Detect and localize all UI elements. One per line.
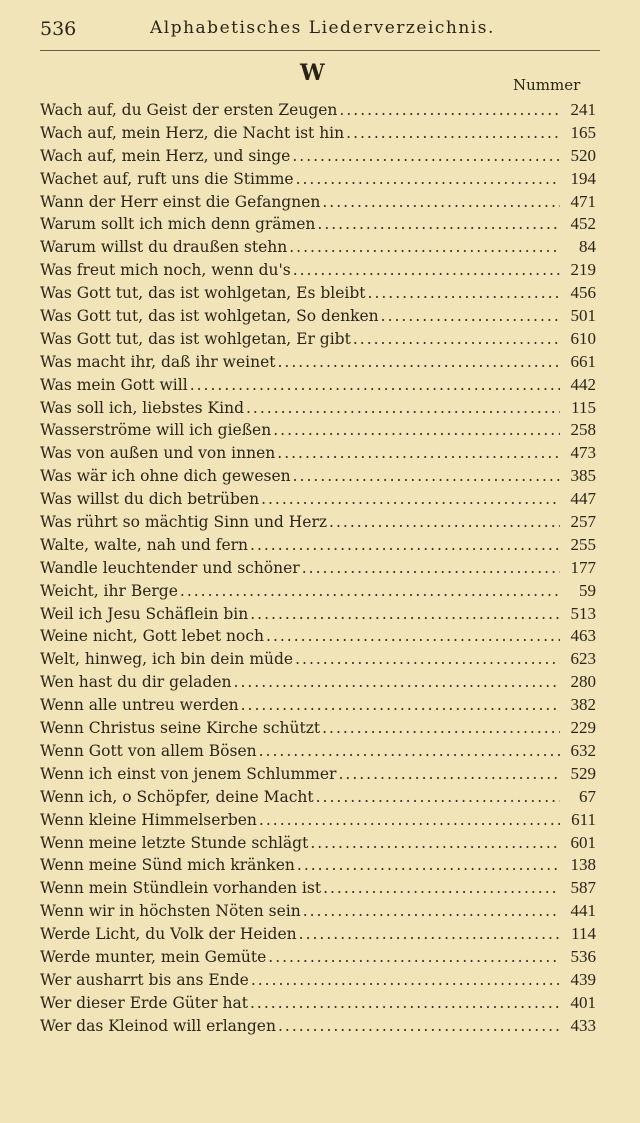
- index-entry: [40, 649, 596, 672]
- hymn-number: 661: [570, 351, 596, 371]
- leader-dots: [293, 467, 560, 485]
- hymn-number: 219: [570, 260, 596, 280]
- hymn-title: Was Gott tut, das ist wohlgetan, Es bleibt: [40, 284, 366, 303]
- hymn-title: Was rührt so mächtig Sinn und Herz: [40, 513, 328, 532]
- hymn-number: 241: [570, 100, 596, 119]
- hymn-number: 441: [570, 901, 596, 921]
- hymn-number: 473: [570, 443, 596, 463]
- index-entry: [40, 306, 596, 329]
- hymn-number: 67: [579, 786, 596, 806]
- leader-dots: [316, 788, 560, 806]
- hymn-number: 611: [571, 809, 596, 829]
- hymn-title: Was wär ich ohne dich gewesen: [40, 467, 291, 486]
- index-entry: [40, 512, 596, 535]
- index-entry: [40, 329, 596, 352]
- hymn-number: 280: [570, 672, 596, 692]
- hymn-number: 632: [570, 740, 596, 760]
- hymn-title: Wann der Herr einst die Gefangnen: [40, 192, 321, 211]
- leader-dots: [339, 101, 560, 119]
- hymn-title: Wer ausharrt bis ans Ende: [40, 970, 249, 989]
- hymn-title: Werde munter, mein Gemüte: [40, 947, 267, 966]
- index-entry: [40, 489, 596, 512]
- hymn-title: Wen hast du dir geladen: [40, 673, 232, 692]
- hymn-title: Warum willst du draußen stehn: [40, 238, 288, 257]
- index-entry: [40, 192, 596, 215]
- hymn-title: Walte, walte, nah und fern: [40, 535, 249, 554]
- leader-dots: [268, 948, 560, 966]
- hymn-number: 623: [570, 649, 596, 669]
- leader-dots: [338, 765, 560, 783]
- hymn-number: 194: [570, 168, 596, 188]
- leader-dots: [381, 307, 560, 325]
- leader-dots: [353, 330, 560, 348]
- index-entry: [40, 901, 596, 924]
- hymn-number: 84: [579, 237, 596, 257]
- leader-dots: [322, 719, 560, 737]
- hymn-title: Weil ich Jesu Schäflein bin: [40, 604, 249, 623]
- index-entry: [40, 695, 596, 718]
- index-entry: [40, 375, 596, 398]
- hymn-index-list: [40, 100, 596, 1039]
- hymn-number: 536: [570, 946, 596, 966]
- index-entry: [40, 100, 596, 123]
- index-entry: [40, 970, 596, 993]
- leader-dots: [251, 971, 560, 989]
- index-entry: [40, 169, 596, 192]
- leader-dots: [277, 444, 560, 462]
- index-entry: [40, 764, 596, 787]
- hymn-title: Wenn kleine Himmelserben: [40, 810, 257, 829]
- hymn-number: 229: [570, 718, 596, 738]
- index-entry: [40, 947, 596, 970]
- hymn-title: Welt, hinweg, ich bin dein müde: [40, 650, 294, 669]
- index-entry: [40, 672, 596, 695]
- leader-dots: [190, 376, 560, 394]
- hymn-title: Wenn Gott von allem Bösen: [40, 741, 257, 760]
- leader-dots: [303, 902, 560, 920]
- number-column-header: Nummer: [513, 76, 581, 94]
- hymn-number: 382: [570, 695, 596, 715]
- leader-dots: [322, 193, 560, 211]
- leader-dots: [250, 536, 560, 554]
- index-entry: [40, 787, 596, 810]
- hymn-title: Weicht, ihr Berge: [40, 581, 178, 600]
- hymn-number: 439: [570, 969, 596, 989]
- index-entry: [40, 581, 596, 604]
- hymn-title: Was freut mich noch, wenn du's: [40, 261, 291, 280]
- leader-dots: [266, 627, 560, 645]
- index-entry: [40, 993, 596, 1016]
- hymn-number: 165: [570, 122, 596, 142]
- hymn-title: Wenn meine Sünd mich kränken: [40, 856, 295, 875]
- hymn-number: 138: [570, 855, 596, 875]
- hymn-title: Weine nicht, Gott lebet noch: [40, 627, 265, 646]
- index-entry: [40, 855, 596, 878]
- leader-dots: [234, 673, 560, 691]
- index-entry: [40, 718, 596, 741]
- hymn-number: 529: [570, 763, 596, 783]
- leader-dots: [293, 261, 560, 279]
- index-entry: [40, 924, 596, 947]
- index-entry: [40, 214, 596, 237]
- page-header: [40, 16, 600, 44]
- leader-dots: [302, 559, 560, 577]
- hymn-number: 601: [570, 832, 596, 852]
- hymn-title: Wach auf, mein Herz, die Nacht ist hin: [40, 123, 345, 142]
- hymn-number: 456: [570, 283, 596, 303]
- index-entry: [40, 878, 596, 901]
- header-rule: [40, 50, 600, 51]
- index-entry: [40, 260, 596, 283]
- leader-dots: [295, 650, 560, 668]
- hymn-title: Wach auf, mein Herz, und singe: [40, 146, 291, 165]
- leader-dots: [296, 170, 560, 188]
- leader-dots: [241, 696, 560, 714]
- leader-dots: [323, 879, 560, 897]
- hymn-number: 452: [570, 214, 596, 234]
- index-entry: [40, 237, 596, 260]
- hymn-number: 177: [570, 557, 596, 577]
- index-entry: [40, 443, 596, 466]
- hymn-title: Wenn ich einst von jenem Schlummer: [40, 764, 337, 783]
- hymn-title: Was soll ich, liebstes Kind: [40, 398, 244, 417]
- hymn-number: 513: [570, 603, 596, 623]
- hymn-title: Wandle leuchtender und schöner: [40, 558, 300, 577]
- leader-dots: [246, 399, 560, 417]
- hymn-number: 433: [570, 1015, 596, 1035]
- hymn-number: 610: [570, 328, 596, 348]
- leader-dots: [292, 147, 560, 165]
- hymn-title: Wenn alle untreu werden: [40, 696, 239, 715]
- hymn-title: Wenn ich, o Schöpfer, deine Macht: [40, 787, 314, 806]
- leader-dots: [368, 284, 560, 302]
- hymn-title: Was von außen und von innen: [40, 444, 276, 463]
- index-entry: [40, 741, 596, 764]
- leader-dots: [317, 215, 560, 233]
- hymn-number: 59: [579, 580, 596, 600]
- leader-dots: [250, 994, 560, 1012]
- index-entry: [40, 398, 596, 421]
- hymn-number: 471: [570, 191, 596, 211]
- hymn-title: Wenn meine letzte Stunde schlägt: [40, 833, 309, 852]
- index-entry: [40, 810, 596, 833]
- hymn-title: Wer dieser Erde Güter hat: [40, 993, 248, 1012]
- hymn-number: 115: [571, 397, 596, 417]
- section-letter: W: [300, 60, 325, 86]
- hymn-number: 114: [571, 924, 596, 944]
- leader-dots: [273, 421, 560, 439]
- leader-dots: [278, 1017, 560, 1035]
- index-entry: [40, 283, 596, 306]
- leader-dots: [299, 925, 560, 943]
- leader-dots: [310, 834, 560, 852]
- hymn-title: Wasserströme will ich gießen: [40, 421, 272, 440]
- hymn-number: 463: [570, 626, 596, 646]
- leader-dots: [261, 490, 560, 508]
- hymn-number: 255: [570, 534, 596, 554]
- running-title: Alphabetisches Liederverzeichnis.: [150, 18, 495, 38]
- hymn-title: Was Gott tut, das ist wohlgetan, So denken: [40, 307, 379, 326]
- leader-dots: [289, 238, 560, 256]
- leader-dots: [346, 124, 560, 142]
- hymn-title: Was Gott tut, das ist wohlgetan, Er gibt: [40, 329, 351, 348]
- hymn-number: 257: [570, 512, 596, 532]
- hymn-number: 442: [570, 374, 596, 394]
- index-entry: [40, 535, 596, 558]
- hymn-title: Wer das Kleinod will erlangen: [40, 1016, 276, 1035]
- index-entry: [40, 352, 596, 375]
- leader-dots: [250, 605, 560, 623]
- leader-dots: [277, 353, 560, 371]
- hymn-number: 447: [570, 489, 596, 509]
- index-entry: [40, 1016, 596, 1039]
- hymn-title: Wach auf, du Geist der ersten Zeugen: [40, 101, 338, 119]
- index-entry: [40, 420, 596, 443]
- hymn-title: Werde Licht, du Volk der Heiden: [40, 925, 297, 944]
- hymn-title: Wenn mein Stündlein vorhanden ist: [40, 879, 322, 898]
- hymn-title: Was macht ihr, daß ihr weinet: [40, 352, 276, 371]
- hymn-number: 587: [570, 878, 596, 898]
- leader-dots: [297, 856, 560, 874]
- index-entry: [40, 604, 596, 627]
- page-number: 536: [40, 18, 77, 40]
- hymn-title: Wenn Christus seine Kirche schützt: [40, 719, 321, 738]
- index-entry: [40, 558, 596, 581]
- hymn-number: 385: [570, 466, 596, 486]
- hymn-title: Wachet auf, ruft uns die Stimme: [40, 169, 294, 188]
- index-entry: [40, 626, 596, 649]
- leader-dots: [329, 513, 560, 531]
- index-entry: [40, 466, 596, 489]
- hymn-number: 401: [570, 992, 596, 1012]
- hymn-title: Warum sollt ich mich denn grämen: [40, 215, 316, 234]
- leader-dots: [259, 742, 560, 760]
- hymn-number: 520: [570, 145, 596, 165]
- leader-dots: [259, 811, 560, 829]
- index-entry: [40, 123, 596, 146]
- hymn-title: Was willst du dich betrüben: [40, 490, 260, 509]
- hymn-title: Was mein Gott will: [40, 375, 188, 394]
- leader-dots: [180, 582, 560, 600]
- index-entry: [40, 833, 596, 856]
- hymn-number: 258: [570, 420, 596, 440]
- index-entry: [40, 146, 596, 169]
- hymn-number: 501: [570, 306, 596, 326]
- hymn-title: Wenn wir in höchsten Nöten sein: [40, 902, 301, 921]
